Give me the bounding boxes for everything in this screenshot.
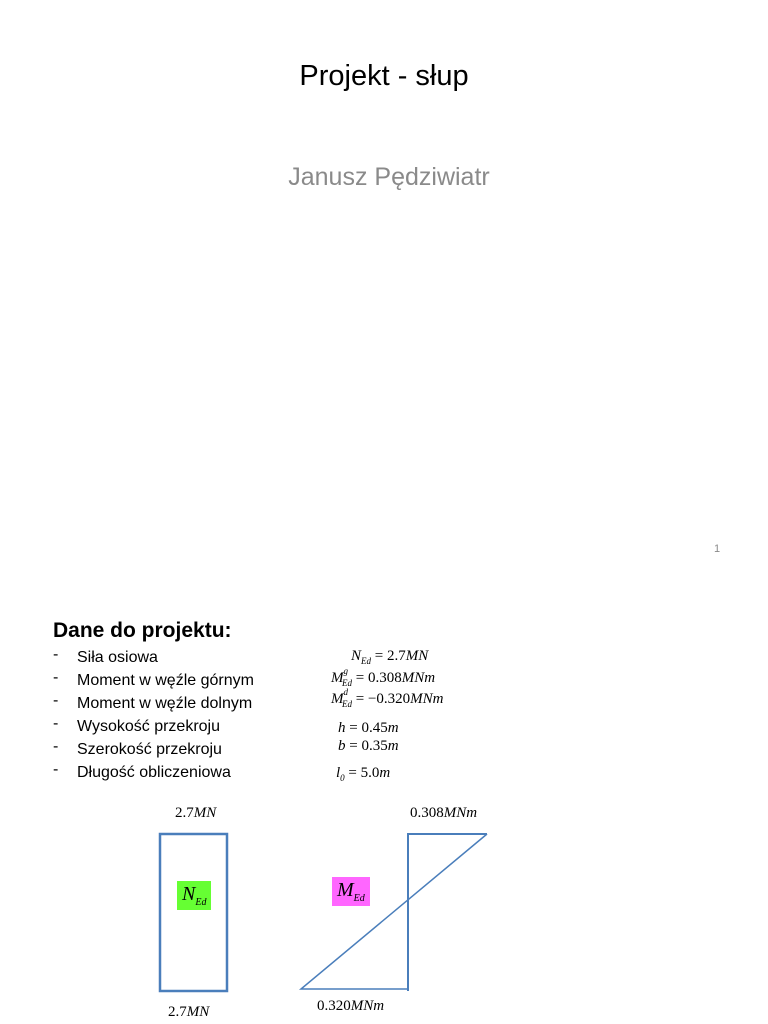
axial-force-bottom-label: 2.7MN: [168, 1004, 210, 1020]
dash-bullet: -: [53, 669, 59, 686]
item-label: Szerokość przekroju: [77, 741, 222, 758]
axial-force-diagram: [160, 834, 227, 991]
page-number: 1: [714, 543, 721, 555]
formula-height: h = 0.45m: [338, 720, 399, 736]
item-label: Moment w węźle górnym: [77, 672, 254, 689]
formula-axial-force: $N_{Ed} = 2.7MN$: [351, 648, 429, 666]
moment-bottom-label: 0.320MNm: [317, 998, 385, 1014]
slide-title: Projekt - słup: [299, 60, 469, 92]
section-heading: Dane do projektu:: [53, 619, 232, 642]
dash-bullet: -: [53, 738, 59, 755]
slide-2: [0, 576, 768, 1024]
item-label: Długość obliczeniowa: [77, 764, 231, 781]
dash-bullet: -: [53, 715, 59, 732]
item-label: Siła osiowa: [77, 649, 158, 666]
slide-author: Janusz Pędziwiatr: [288, 163, 490, 191]
moment-line: [301, 834, 487, 989]
item-label: Wysokość przekroju: [77, 718, 221, 735]
force-diagrams: [0, 576, 768, 1024]
dash-bullet: -: [53, 761, 59, 778]
axial-force-tag: $N_{Ed}$: [177, 881, 211, 910]
moment-top-label: 0.308MNm: [410, 805, 478, 821]
item-label: Moment w węźle dolnym: [77, 695, 253, 712]
dash-bullet: -: [53, 646, 59, 663]
axial-force-top-label: 2.7MN: [175, 805, 217, 821]
moment-tag: $M_{Ed}$: [332, 877, 370, 906]
moment-top-segment: [408, 834, 487, 991]
dash-bullet: -: [53, 692, 59, 709]
moment-diagram: [301, 834, 487, 991]
formula-length: $l_0 = 5.0m$: [336, 765, 391, 783]
formula-top-moment: $M^g_{Ed} = 0.308MNm$: [331, 666, 436, 688]
formula-bottom-moment: $M^d_{Ed} = -0.320MNm$: [331, 687, 444, 709]
formula-width: b = 0.35m: [338, 738, 399, 754]
